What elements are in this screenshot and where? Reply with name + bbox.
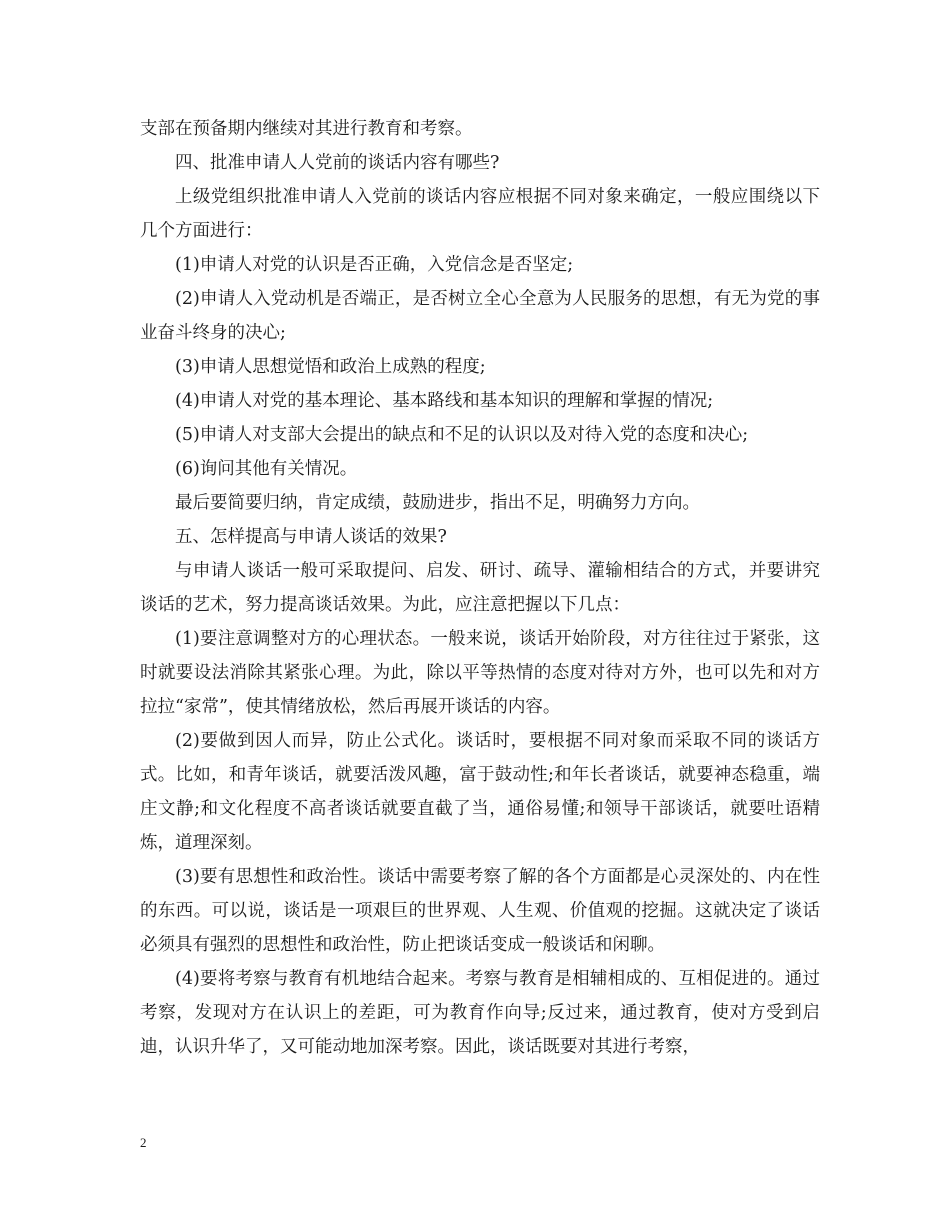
paragraph: 与申请人谈话一般可采取提问、启发、研讨、疏导、灌输相结合的方式，并要讲究谈话的艺术，努力提高谈话效果。为此，应注意把握以下几点： — [140, 561, 820, 615]
list-item: (1)要注意调整对方的心理状态。一般来说，谈话开始阶段，对方往往过于紧张，这时就要设法消除其紧张心理。为此，除以平等热情的态度对待对方外，也可以先和对方拉拉“家常”，使其情绪放松，然后再展开谈话的内容。 — [140, 629, 820, 717]
list-item: (6)询问其他有关情况。 — [175, 459, 358, 479]
list-item: (3)申请人思想觉悟和政治上成熟的程度; — [175, 357, 486, 377]
page-number: 2 — [140, 1135, 147, 1150]
list-item: (3)要有思想性和政治性。谈话中需要考察了解的各个方面都是心灵深处的、内在性的东西。可以说，谈话是一项艰巨的世界观、人生观、价值观的挖掘。这就决定了谈话必须具有强烈的思想性和政治性，防止把谈话变成一般谈话和闲聊。 — [140, 867, 820, 955]
body-text — [140, 112, 820, 1064]
list-item: (2)申请人入党动机是否端正，是否树立全心全意为人民服务的思想，有无为党的事业奋斗终身的决心; — [140, 289, 820, 343]
list-item: (1)申请人对党的认识是否正确，入党信念是否坚定; — [175, 255, 574, 275]
list-item: (2)要做到因人而异，防止公式化。谈话时，要根据不同对象而采取不同的谈话方式。比如，和青年谈话，就要活泼风趣，富于鼓动性;和年长者谈话，就要神态稳重，端庄文静;和文化程度不高者谈话就要直截了当，通俗易懂;和领导干部谈话，就要吐语精炼，道理深刻。 — [140, 731, 820, 853]
paragraph: 最后要简要归纳，肯定成绩，鼓励进步，指出不足，明确努力方向。 — [175, 493, 700, 513]
list-item: (5)申请人对支部大会提出的缺点和不足的认识以及对待入党的态度和决心; — [175, 425, 749, 445]
paragraph: 支部在预备期内继续对其进行教育和考察。 — [140, 119, 473, 139]
section-heading: 五、怎样提高与申请人谈话的效果? — [175, 527, 447, 547]
paragraph: 上级党组织批准申请人入党前的谈话内容应根据不同对象来确定，一般应围绕以下几个方面进行： — [140, 187, 820, 241]
list-item: (4)申请人对党的基本理论、基本路线和基本知识的理解和掌握的情况; — [175, 391, 714, 411]
section-heading: 四、批准申请人人党前的谈话内容有哪些? — [175, 153, 500, 173]
list-item: (4)要将考察与教育有机地结合起来。考察与教育是相辅相成的、互相促进的。通过考察，发现对方在认识上的差距，可为教育作向导;反过来，通过教育，使对方受到启迪，认识升华了，又可能动地加深考察。因此，谈话既要对其进行考察， — [140, 969, 820, 1057]
